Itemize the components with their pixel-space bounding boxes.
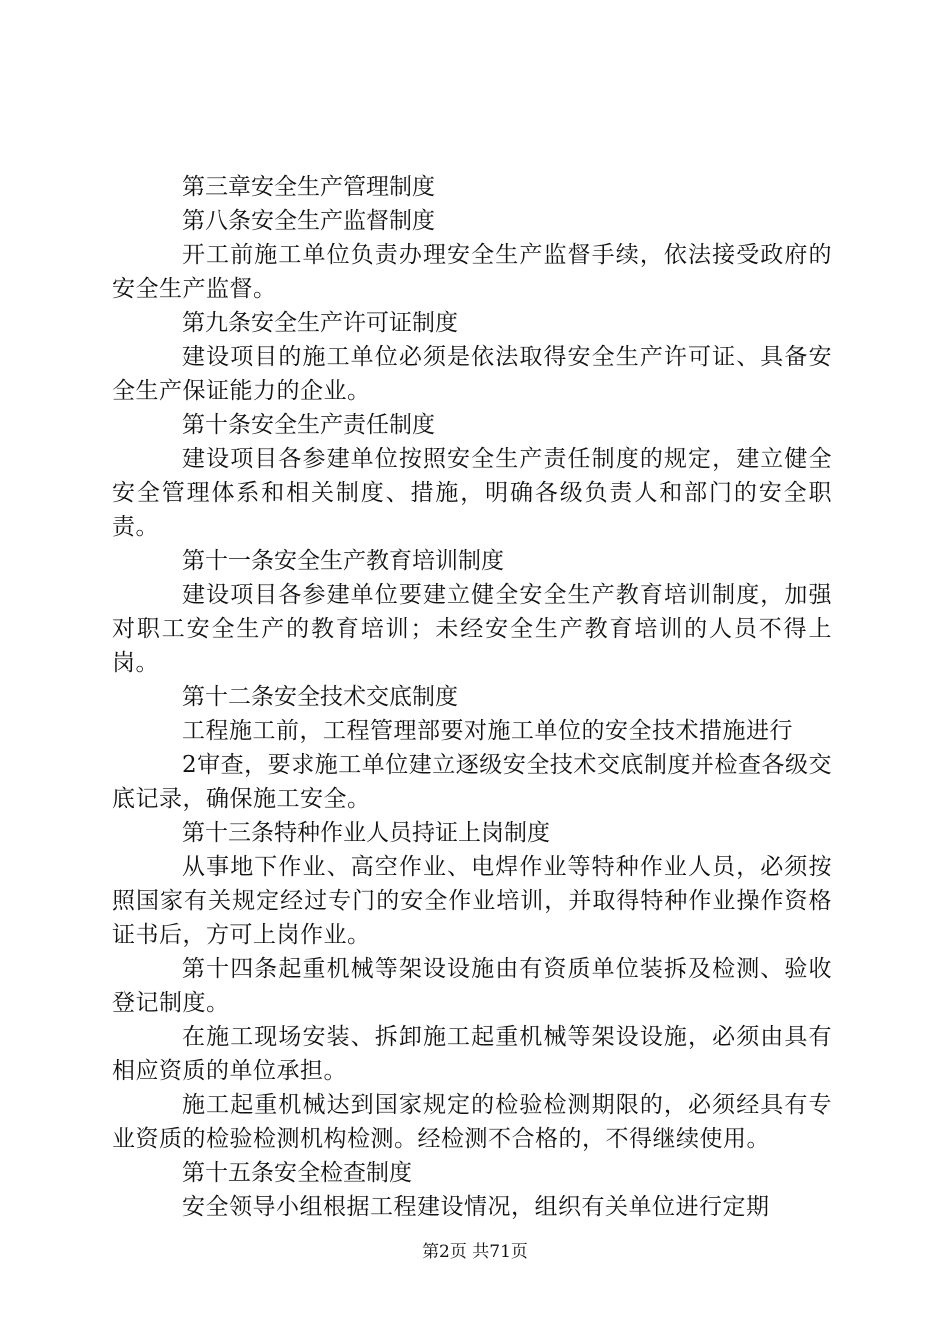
body-paragraph: 安全领导小组根据工程建设情况，组织有关单位进行定期 xyxy=(182,1194,770,1220)
article-heading: 第十二条安全技术交底制度 xyxy=(182,684,458,710)
body-paragraph: 在施工现场安装、拆卸施工起重机械等架设设施，必须由具有相应资质的单位承担。 xyxy=(112,1024,832,1084)
body-paragraph: 从事地下作业、高空作业、电焊作业等特种作业人员，必须按照国家有关规定经过专门的安全作业培训，并取得特种作业操作资格证书后，方可上岗作业。 xyxy=(112,854,832,948)
page-number: 第2页 共71页 xyxy=(422,1242,528,1262)
article-heading: 第八条安全生产监督制度 xyxy=(182,208,435,234)
body-paragraph: 工程施工前，工程管理部要对施工单位的安全技术措施进行 xyxy=(182,718,793,744)
article-heading: 第九条安全生产许可证制度 xyxy=(182,310,458,336)
article-heading: 第十条安全生产责任制度 xyxy=(182,412,435,438)
body-paragraph: 建设项目各参建单位要建立健全安全生产教育培训制度，加强对职工安全生产的教育培训；未经安全生产教育培训的人员不得上岗。 xyxy=(112,582,832,676)
article-heading: 第十一条安全生产教育培训制度 xyxy=(182,548,504,574)
chapter-heading: 第三章安全生产管理制度 xyxy=(182,174,435,200)
body-paragraph: 建设项目各参建单位按照安全生产责任制度的规定，建立健全安全管理体系和相关制度、措施，明确各级负责人和部门的安全职责。 xyxy=(112,446,832,540)
document-body xyxy=(112,170,832,1224)
article-heading: 第十五条安全检查制度 xyxy=(182,1160,412,1186)
body-paragraph: 开工前施工单位负责办理安全生产监督手续，依法接受政府的安全生产监督。 xyxy=(112,242,832,302)
article-heading: 第十三条特种作业人员持证上岗制度 xyxy=(182,820,550,846)
body-paragraph: 2审查，要求施工单位建立逐级安全技术交底制度并检查各级交底记录，确保施工安全。 xyxy=(112,752,832,812)
body-paragraph: 建设项目的施工单位必须是依法取得安全生产许可证、具备安全生产保证能力的企业。 xyxy=(112,344,832,404)
article-heading-long: 第十四条起重机械等架设设施由有资质单位装拆及检测、验收登记制度。 xyxy=(112,956,832,1016)
page-footer xyxy=(0,1240,950,1264)
body-paragraph: 施工起重机械达到国家规定的检验检测期限的，必须经具有专业资质的检验检测机构检测。经检测不合格的，不得继续使用。 xyxy=(112,1092,832,1152)
